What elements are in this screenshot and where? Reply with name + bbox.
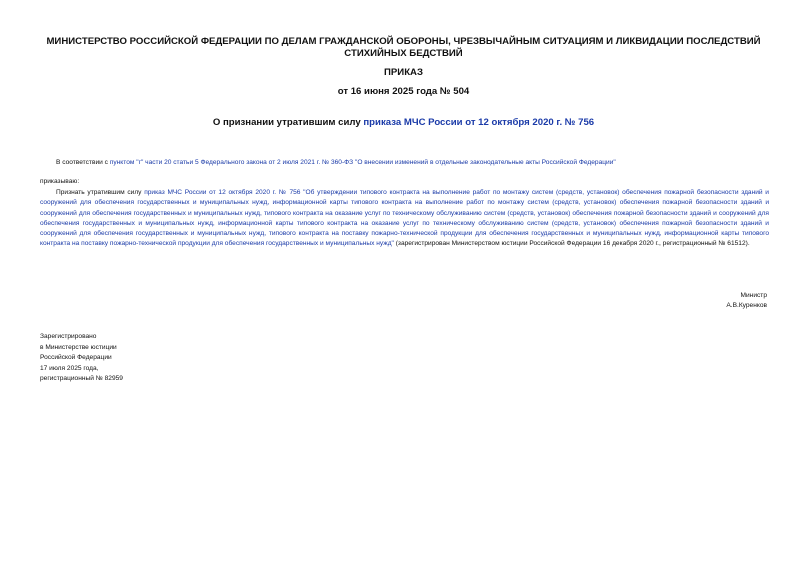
basis-link[interactable]: пунктом "г" части 20 статьи 5 Федерального закона от 2 июля 2021 г. № 360-ФЗ "О внесении изменений в отдельные законодательные акты Российской Федерации" [109,159,616,166]
body-suffix: (зарегистрирован Министерством юстиции Российской Федерации 16 декабря 2020 г., регистрационный № 61512). [393,240,750,248]
registration-block [40,332,123,385]
body-link[interactable]: приказ МЧС России от 12 октября 2020 г. № 756 "Об утверждении типового контракта на выполнение работ по монтажу систем (средств, установок) обеспечения пожарной безопасности зданий и сооружений для обеспечения государственных и муниципальных нужд, информационной карты типового контракта на выполнение работ по монтажу систем (средств, установок) обеспечения пожарной безопасности зданий и сооружений для обеспечения государственных и муниципальных нужд, типового контракта на оказание услуг по техническому обслуживанию систем (средств, установок) обеспечения пожарной безопасности зданий и сооружений для обеспечения государственных и муниципальных нужд, информационной карты типового контракта на оказание услуг по техническому обслуживанию систем (средств, установок) обеспечения пожарной безопасности зданий и сооружений для обеспечения государственных и муниципальных нужд, типового контракта на поставку пожарно-технической продукции для обеспечения государственных и муниципальных нужд, информационной карты типового контракта на поставку пожарно-технической продукции для обеспечения государственных и муниципальных нужд" [40,189,769,248]
subject-prefix: О признании утратившим силу [212,117,364,128]
signatory-name: А.В.Куренков [726,302,767,309]
document-type: ПРИКАЗ [384,67,423,78]
signatory-title: Министр [740,292,767,299]
registration-line: 17 июля 2025 года, [40,364,99,372]
legal-basis [56,158,776,167]
order-subject [0,117,807,128]
registration-line: Зарегистрировано [40,333,97,340]
basis-prefix: В соответствии с [56,159,110,166]
body-prefix: Признать утратившим силу [56,189,145,196]
orders-word: приказываю: [40,178,80,185]
registration-line: Российской Федерации [40,354,112,361]
ministry-name: МИНИСТЕРСТВО РОССИЙСКОЙ ФЕДЕРАЦИИ ПО ДЕЛАМ ГРАЖДАНСКОЙ ОБОРОНЫ, ЧРЕЗВЫЧАЙНЫМ СИТУАЦИЯМ И ЛИКВИДАЦИИ ПОСЛЕДСТВИЙ СТИХИЙНЫХ БЕДСТВИЙ [46,36,761,59]
order-date-number: от 16 июня 2025 года № 504 [337,86,470,97]
subject-link[interactable]: приказа МЧС России от 12 октября 2020 г. № 756 [363,117,595,128]
registration-line: регистрационный № 82959 [40,375,123,382]
registration-line: в Министерстве юстиции [40,343,117,351]
order-body-paragraph [40,188,769,250]
